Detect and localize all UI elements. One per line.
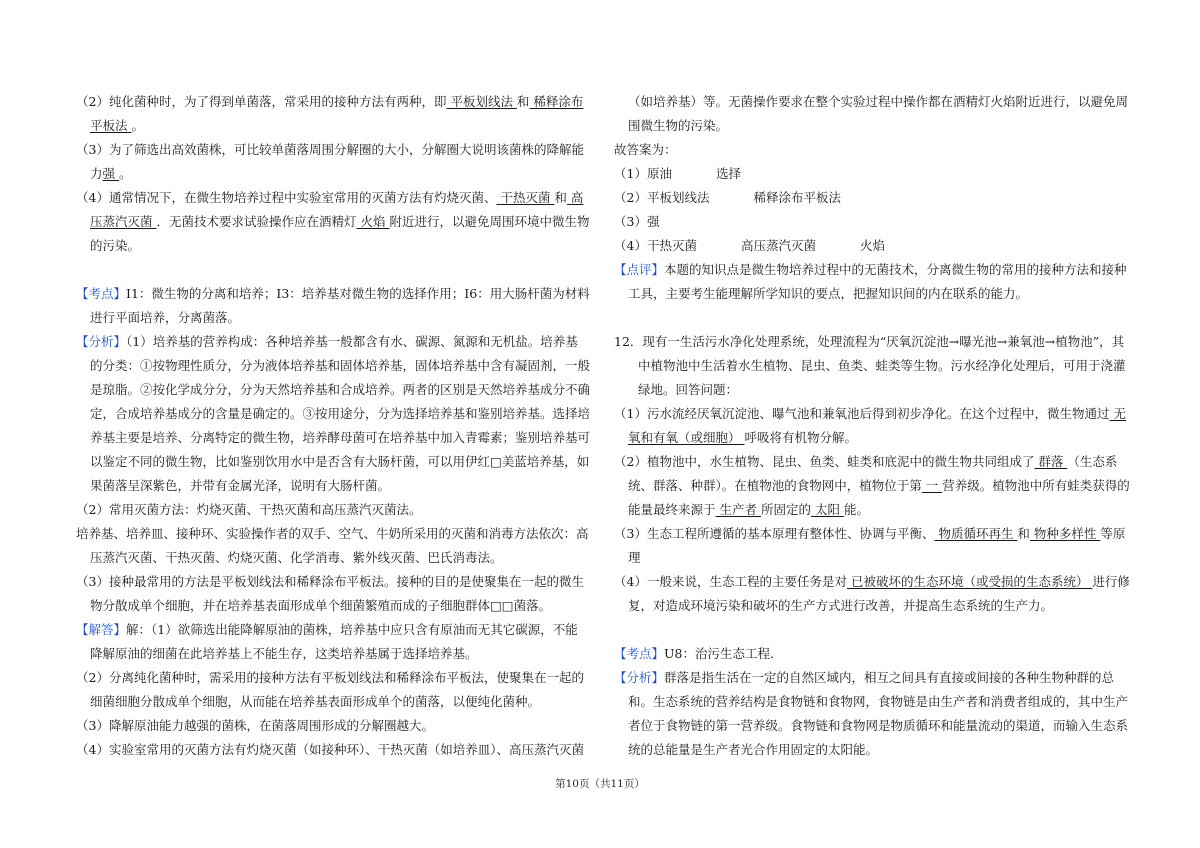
q12-2-text-3: 营养级。植物池中所有蛙类获得的能量最终来源于	[628, 478, 1130, 517]
answer-4-c: 火焰	[859, 238, 885, 253]
q12-part-3	[614, 522, 1134, 570]
q4-blank-1: 干热灭菌	[496, 190, 555, 205]
fenxi-tag: 【分析】	[76, 334, 127, 349]
q12-2-text: （2）植物池中，水生植物、昆虫、鱼类、蛙类和底泥中的微生物共同组成了	[614, 454, 1035, 469]
answer-title: 故答案为：	[614, 142, 677, 157]
q12-3-blank-1: 物质循环再生	[934, 526, 1018, 541]
left-column	[76, 90, 590, 762]
answer-1-b: 选择	[715, 166, 741, 181]
q2-paragraph	[76, 90, 590, 138]
right-kaodian-tag: 【考点】	[614, 646, 665, 661]
answer-4-a: （4）干热灭菌	[614, 238, 697, 253]
q12-2-text-4: 所固定的	[760, 502, 811, 517]
kaodian-text: I1：微生物的分离和培养；I3：培养基对微生物的选择作用；I6：用大肠杆菌为材料进行平面培养，分离菌落。	[90, 286, 590, 325]
q12-2-blank-4: 太阳	[810, 502, 844, 517]
answer-1-a: （1）原油	[614, 166, 672, 181]
q4-blank-3: 火焰	[356, 214, 390, 229]
q2-text: （2）纯化菌种时，为了得到单菌落，常采用的接种方法有两种，即	[76, 94, 447, 109]
right-fenxi-paragraph	[614, 666, 1134, 762]
kaodian-tag: 【考点】	[76, 286, 127, 301]
q12-4-text: （4）一般来说，生态工程的主要任务是对	[614, 574, 847, 589]
q4-paragraph	[76, 186, 590, 258]
answer-3: （3）强	[614, 214, 660, 229]
jieda-paragraph-2: （2）分离纯化菌种时，需采用的接种方法有平板划线法和稀释涂布平板法，使聚集在一起的细菌细胞分散成单个细胞，从而能在培养基表面形成单个的菌落，以便纯化菌种。	[76, 670, 584, 709]
q12-2-text-2: （生态系统、群落、种群）。在植物池的食物网中，植物位于第	[628, 454, 1118, 493]
q12-stem: 12．现有一生活污水净化处理系统，处理流程为“厌氧沉淀池→曝光池→兼氧池→植物池”，其中植物池中生活着水生植物、昆虫、鱼类、蛙类等生物。污水经净化处理后，可用于浇灌绿地。回答问题：	[614, 334, 1126, 397]
jieda-text-1: 解：（1）欲筛选出能降解原油的菌株，培养基中应只含有原油而无其它碳源，不能降解原油的细菌在此培养基上不能生存，这类培养基属于选择培养基。	[90, 622, 578, 661]
q12-1-text: （1）污水流经厌氧沉淀池、曝气池和兼氧池后得到初步净化。在这个过程中，微生物通过	[614, 406, 1110, 421]
q12-3-blank-2: 物种多样性	[1029, 526, 1101, 541]
q12-1-end: 呼吸将有机物分解。	[744, 430, 857, 445]
fenxi-paragraph-3: 培养基、培养皿、接种环、实验操作者的双手、空气、牛奶所采用的灭菌和消毒方法依次：高压蒸汽灭菌、干热灭菌、灼烧灭菌、化学消毒、紫外线灭菌、巴氏消毒法。	[76, 526, 589, 565]
right-fenxi-tag: 【分析】	[614, 670, 665, 685]
q12-part-4	[614, 570, 1134, 618]
right-column	[614, 90, 1134, 762]
answer-4-b: 高压蒸汽灭菌	[740, 238, 816, 253]
q2-blank-2: 稀释涂布平板法	[90, 94, 584, 133]
q12-2-blank-1: 群落	[1034, 454, 1068, 469]
dianping-tag: 【点评】	[614, 262, 665, 277]
fenxi-paragraph-1	[76, 330, 590, 498]
q12-part-2	[614, 450, 1134, 522]
q12-part-1	[614, 402, 1134, 450]
q2-blank-1: 平板划线法	[446, 94, 517, 109]
q3-text: （3）为了筛选出高效菌株，可比较单菌落周围分解圈的大小，分解圈大说明该菌株的降解能力	[76, 142, 584, 181]
fenxi-paragraph-2: （2）常用灭菌方法：灼烧灭菌、干热灭菌和高压蒸汽灭菌法。	[76, 502, 422, 517]
answer-1	[614, 162, 1134, 186]
fenxi-text-1: （1）培养基的营养构成：各种培养基一般都含有水、碳源、氮源和无机盐。培养基的分类：①按物理性质分，分为液体培养基和固体培养基，固体培养基中含有凝固剂，一般是琼脂。②按化学成分分，分为天然培养基和合成培养。两者的区别是天然培养基成分不确定，合成培养基成分的含量是确定的。③按用途分，分为选择培养基和鉴别培养基。选择培养基主要是培养、分离特定的微生物，培养酵母菌可在培养基中加入青霉素；鉴别培养基可以鉴定不同的微生物，比如鉴别饮用水中是否含有大肠杆菌，可以用伊红□美蓝培养基，如果菌落呈深紫色，并带有金属光泽，说明有大肠杆菌。	[90, 334, 591, 493]
right-kaodian-text: U8：治污生态工程．	[664, 646, 783, 661]
q12-2-end: 能。	[843, 502, 869, 517]
q3-paragraph	[76, 138, 590, 186]
kaodian-paragraph	[76, 282, 590, 330]
q2-and: 和	[516, 94, 530, 109]
q4-blank-2: 高压蒸汽灭菌	[90, 190, 584, 229]
fenxi-paragraph-4: （3）接种最常用的方法是平板划线法和稀释涂布平板法。接种的目的是使聚集在一起的微生物分散成单个细胞，并在培养基表面形成单个细菌繁殖而成的子细胞群体□□菌落。	[76, 574, 584, 613]
q12-3-end: 等原理	[628, 526, 1126, 565]
q4-text-3: 附近进行，以避免周围环境中微生物的污染。	[90, 214, 590, 253]
q12-2-blank-2: 一	[921, 478, 943, 493]
q4-and: 和	[554, 190, 567, 205]
page-footer: 第10页（共11页）	[555, 778, 645, 790]
q12-1-blank: 无氧和有氧（或细胞）	[628, 406, 1126, 445]
answer-2-b: 稀释涂布平板法	[753, 190, 841, 205]
right-fenxi-text: 群落是指生活在一定的自然区域内，相互之间具有直接或间接的各种生物种群的总和。生态系统的营养结构是食物链和食物网，食物链是由生产者和消费者组成的，其中生产者位于食物链的第一营养级。食物链和食物网是物质循环和能量流动的渠道，而输入生态系统的总能量是生产者光合作用固定的太阳能。	[628, 670, 1129, 757]
dianping-text: 本题的知识点是微生物培养过程中的无菌技术，分离微生物的常用的接种方法和接种工具，主要考生能理解所学知识的要点，把握知识间的内在联系的能力。	[628, 262, 1127, 301]
answer-4	[614, 234, 1134, 258]
q12-2-blank-3: 生产者	[715, 502, 761, 517]
jieda-continuation: （如培养基）等。无菌操作要求在整个实验过程中操作都在酒精灯火焰附近进行，以避免周围微生物的污染。	[628, 94, 1129, 133]
jieda-tag: 【解答】	[76, 622, 127, 637]
answer-2	[614, 186, 1134, 210]
q12-4-blank: 已被破坏的生态环境（或受损的生态系统）	[846, 574, 1093, 589]
q12-4-end: 进行修复，对造成环境污染和破坏的生产方式进行改善，并提高生态系统的生产力。	[628, 574, 1130, 613]
q3-blank: 强	[102, 166, 119, 181]
answer-2-a: （2）平板划线法	[614, 190, 710, 205]
q2-end: 。	[131, 118, 144, 133]
q12-3-text: （3）生态工程所遵循的基本原理有整体性、协调与平衡、	[614, 526, 935, 541]
q3-end: 。	[119, 166, 132, 181]
q12-3-and: 和	[1017, 526, 1030, 541]
jieda-paragraph-3: （3）降解原油能力越强的菌株，在菌落周围形成的分解圈越大。	[76, 718, 434, 733]
q4-text: （4）通常情况下，在微生物培养过程中实验室常用的灭菌方法有灼烧灭菌、	[76, 190, 497, 205]
jieda-paragraph-1	[76, 618, 590, 666]
q4-text-2: ．无菌技术要求试验操作应在酒精灯	[156, 214, 357, 229]
dianping-paragraph	[614, 258, 1134, 306]
right-kaodian-paragraph	[614, 642, 1134, 666]
jieda-paragraph-4: （4）实验室常用的灭菌方法有灼烧灭菌（如接种环）、干热灭菌（如培养皿）、高压蒸汽灭菌	[76, 742, 584, 757]
